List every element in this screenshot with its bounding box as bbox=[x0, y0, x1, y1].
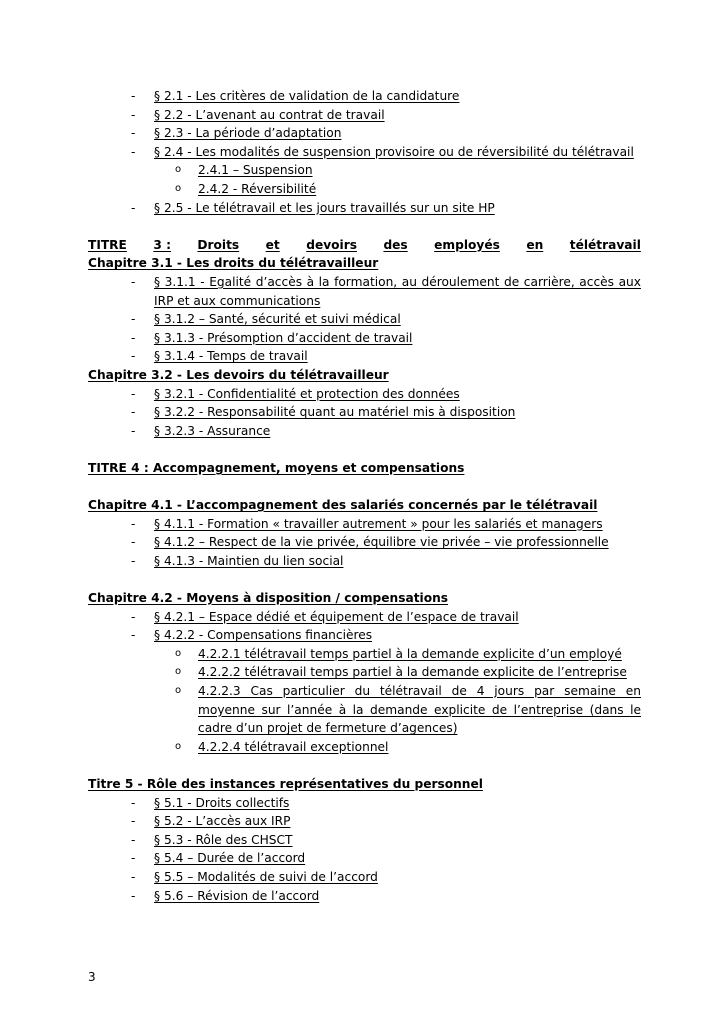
toc-item[interactable] bbox=[88, 887, 641, 906]
dash-marker: - bbox=[131, 795, 136, 810]
toc-link[interactable]: § 4.2.1 – Espace dédié et équipement de l’espace de travail bbox=[154, 609, 519, 624]
dash-marker: - bbox=[131, 386, 136, 401]
title-word: employés bbox=[434, 237, 500, 252]
toc-title-3[interactable] bbox=[88, 236, 641, 255]
toc-subitem[interactable] bbox=[88, 682, 641, 738]
toc-item[interactable] bbox=[88, 124, 641, 143]
toc-title-5[interactable] bbox=[88, 775, 641, 794]
toc-link[interactable]: Chapitre 3.2 - Les devoirs du télétravailleur bbox=[88, 367, 389, 382]
toc-link[interactable]: § 5.3 - Rôle des CHSCT bbox=[154, 832, 293, 847]
toc-link[interactable]: § 3.2.1 - Confidentialité et protection des données bbox=[154, 386, 460, 401]
toc-link[interactable]: § 2.4 - Les modalités de suspension provisoire ou de réversibilité du télétravail bbox=[154, 144, 634, 159]
circle-bullet-icon: o bbox=[175, 647, 182, 659]
toc-link[interactable]: Chapitre 3.1 - Les droits du télétravailleur bbox=[88, 256, 379, 271]
toc-link[interactable]: TITRE 4 : Accompagnement, moyens et compensations bbox=[88, 460, 465, 475]
dash-marker: - bbox=[131, 832, 136, 847]
spacer bbox=[88, 477, 641, 496]
title-word: et bbox=[265, 237, 280, 252]
toc-item[interactable] bbox=[88, 385, 641, 404]
toc-subitem[interactable] bbox=[88, 645, 641, 664]
circle-bullet-icon: o bbox=[175, 666, 182, 678]
title-word: TITRE bbox=[88, 237, 127, 252]
dash-marker: - bbox=[131, 200, 136, 215]
toc-item[interactable] bbox=[88, 329, 641, 348]
toc-item[interactable] bbox=[88, 608, 641, 627]
toc-item[interactable] bbox=[88, 626, 641, 645]
title-word: en bbox=[526, 237, 544, 252]
toc-chapter-3-2[interactable] bbox=[88, 366, 641, 385]
toc-link[interactable]: 4.2.2.2 télétravail temps partiel à la demande explicite de l’entreprise bbox=[198, 665, 627, 680]
toc-item[interactable] bbox=[88, 403, 641, 422]
dash-marker: - bbox=[131, 535, 136, 550]
title-word: devoirs bbox=[306, 237, 357, 252]
toc-link[interactable]: 2.4.1 – Suspension bbox=[198, 163, 313, 178]
toc-link[interactable]: 4.2.2.4 télétravail exceptionnel bbox=[198, 739, 389, 754]
toc-item[interactable] bbox=[88, 347, 641, 366]
toc-item[interactable] bbox=[88, 831, 641, 850]
dash-marker: - bbox=[131, 312, 136, 327]
toc-link[interactable]: § 3.1.1 - Egalité d’accès à la formation, au déroulement de carrière, accès aux IRP et aux communications bbox=[154, 274, 641, 308]
dash-marker: - bbox=[131, 89, 136, 103]
toc-link[interactable]: 4.2.2.3 Cas particulier du télétravail de 4 jours par semaine en moyenne sur l’année à la demande explicite de l’entreprise (dans le cadre d’un projet de fermeture d’agences) bbox=[198, 684, 641, 736]
toc-link[interactable]: 2.4.2 - Réversibilité bbox=[198, 181, 317, 196]
toc-subitem[interactable] bbox=[88, 738, 641, 757]
table-of-contents bbox=[88, 87, 641, 905]
toc-item[interactable] bbox=[88, 533, 641, 552]
toc-link[interactable]: § 3.1.4 - Temps de travail bbox=[154, 349, 308, 364]
toc-link[interactable]: § 2.2 - L’avenant au contrat de travail bbox=[154, 107, 385, 122]
page-number: 3 bbox=[88, 970, 96, 984]
spacer bbox=[88, 440, 641, 459]
dash-marker: - bbox=[131, 888, 136, 903]
toc-link[interactable]: 4.2.2.1 télétravail temps partiel à la demande explicite d’un employé bbox=[198, 646, 622, 661]
toc-link[interactable]: § 4.1.1 - Formation « travailler autrement » pour les salariés et managers bbox=[154, 516, 603, 531]
spacer bbox=[88, 756, 641, 775]
dash-marker: - bbox=[131, 609, 136, 624]
circle-bullet-icon: o bbox=[175, 685, 182, 696]
spacer bbox=[88, 570, 641, 589]
toc-link[interactable]: § 4.1.3 - Maintien du lien social bbox=[154, 553, 344, 568]
title-word: télétravail bbox=[569, 237, 641, 252]
toc-item[interactable] bbox=[88, 310, 641, 329]
toc-item[interactable] bbox=[88, 868, 641, 887]
toc-link[interactable]: § 4.2.2 - Compensations financières bbox=[154, 628, 373, 643]
toc-item[interactable] bbox=[88, 849, 641, 868]
toc-link[interactable]: § 5.2 - L’accès aux IRP bbox=[154, 814, 291, 829]
dash-marker: - bbox=[131, 814, 136, 829]
dash-marker: - bbox=[131, 349, 136, 364]
toc-item[interactable] bbox=[88, 143, 641, 162]
toc-item[interactable] bbox=[88, 87, 641, 106]
dash-marker: - bbox=[131, 628, 136, 643]
toc-link[interactable]: Titre 5 - Rôle des instances représentatives du personnel bbox=[88, 776, 483, 791]
dash-marker: - bbox=[131, 144, 136, 159]
toc-link[interactable]: Chapitre 4.2 - Moyens à disposition / compensations bbox=[88, 591, 449, 606]
toc-item[interactable] bbox=[88, 273, 641, 310]
toc-link[interactable]: § 5.4 – Durée de l’accord bbox=[154, 851, 306, 866]
dash-marker: - bbox=[131, 274, 136, 289]
toc-link[interactable]: § 2.3 - La période d’adaptation bbox=[154, 126, 342, 141]
toc-link[interactable]: § 3.2.2 - Responsabilité quant au matériel mis à disposition bbox=[154, 405, 516, 420]
dash-marker: - bbox=[131, 107, 136, 122]
dash-marker: - bbox=[131, 869, 136, 884]
toc-item[interactable] bbox=[88, 812, 641, 831]
title-word: Droits bbox=[197, 237, 240, 252]
spacer bbox=[88, 217, 641, 236]
toc-item[interactable] bbox=[88, 422, 641, 441]
toc-link[interactable]: § 5.5 – Modalités de suivi de l’accord bbox=[154, 869, 378, 884]
toc-item[interactable] bbox=[88, 515, 641, 534]
dash-marker: - bbox=[131, 553, 136, 568]
toc-chapter-4-2[interactable] bbox=[88, 589, 641, 608]
toc-link[interactable]: § 3.1.2 – Santé, sécurité et suivi médical bbox=[154, 312, 401, 327]
dash-marker: - bbox=[131, 851, 136, 866]
circle-bullet-icon: o bbox=[175, 164, 182, 176]
toc-link[interactable]: § 2.1 - Les critères de validation de la candidature bbox=[154, 89, 460, 103]
toc-item[interactable] bbox=[88, 199, 641, 218]
toc-link[interactable]: Chapitre 4.1 - L’accompagnement des salariés concernés par le télétravail bbox=[88, 498, 598, 513]
title-word: 3 : bbox=[153, 237, 171, 252]
dash-marker: - bbox=[131, 330, 136, 345]
toc-link[interactable]: § 5.1 - Droits collectifs bbox=[154, 795, 290, 810]
toc-subitem[interactable] bbox=[88, 161, 641, 180]
toc-item[interactable] bbox=[88, 106, 641, 125]
toc-link[interactable]: § 4.1.2 – Respect de la vie privée, équilibre vie privée – vie professionnelle bbox=[154, 535, 609, 550]
dash-marker: - bbox=[131, 405, 136, 420]
toc-title-4[interactable] bbox=[88, 459, 641, 478]
toc-link[interactable]: § 5.6 – Révision de l’accord bbox=[154, 888, 320, 903]
toc-item[interactable] bbox=[88, 552, 641, 571]
toc-item[interactable] bbox=[88, 794, 641, 813]
circle-bullet-icon: o bbox=[175, 740, 182, 752]
dash-marker: - bbox=[131, 126, 136, 141]
toc-chapter-4-1[interactable] bbox=[88, 496, 641, 515]
title-word: des bbox=[383, 237, 408, 252]
circle-bullet-icon: o bbox=[175, 182, 182, 194]
toc-subitem[interactable] bbox=[88, 663, 641, 682]
toc-link[interactable]: § 2.5 - Le télétravail et les jours travaillés sur un site HP bbox=[154, 200, 495, 215]
toc-chapter-3-1[interactable] bbox=[88, 254, 641, 273]
toc-link[interactable]: § 3.1.3 - Présomption d’accident de travail bbox=[154, 330, 413, 345]
dash-marker: - bbox=[131, 423, 136, 438]
dash-marker: - bbox=[131, 516, 136, 531]
toc-link[interactable]: § 3.2.3 - Assurance bbox=[154, 423, 271, 438]
toc-subitem[interactable] bbox=[88, 180, 641, 199]
